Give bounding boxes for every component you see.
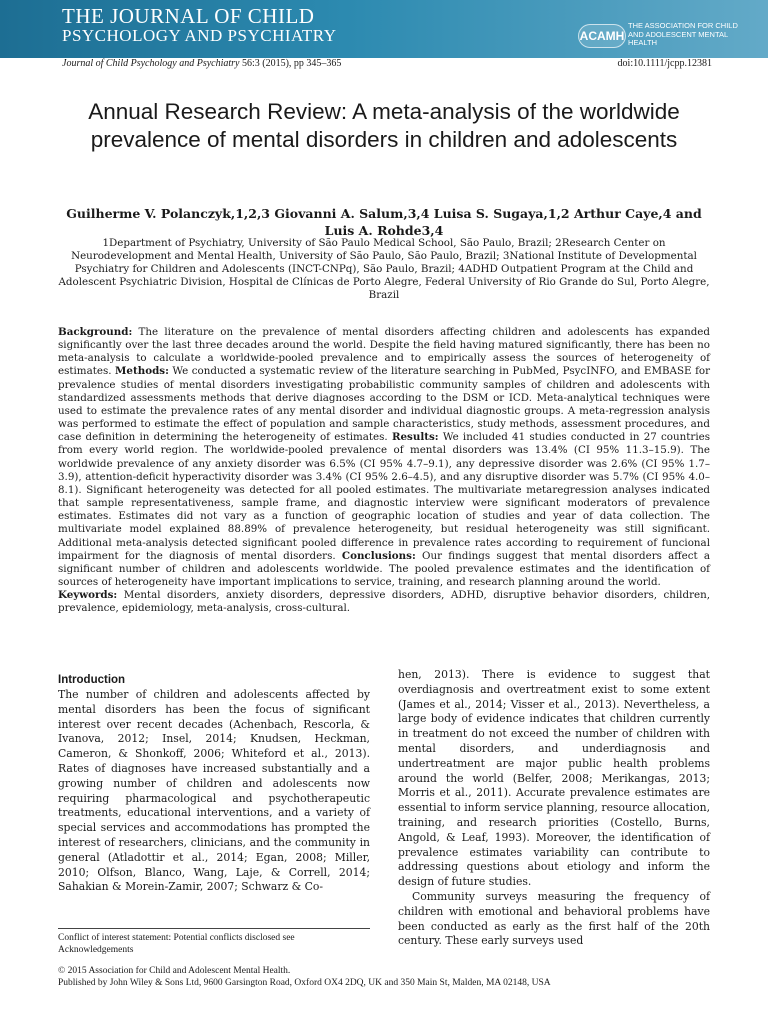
volume-pages: 56:3 (2015), pp 345–365 <box>239 58 342 69</box>
journal-banner <box>0 0 768 58</box>
acamh-logo: ACAMH <box>578 24 626 48</box>
background-label: Background: <box>58 326 133 338</box>
results-text: We included 41 studies conducted in 27 countries from every world region. The worldwide-pooled prevalence of mental disorders was 13.4% (CI 95% 11.3–15.9). The worldwide prevalence of any anxiety disorder was 6.5% (CI 95% 4.7–9.1), any depressive disorder was 2.6% (CI 95% 1.7–3.9), attention-deficit hyperactivity disorder was 3.4% (CI 95% 2.6–4.5), and any disruptive disorder was 5.7% (CI 95% 4.0–8.1). Significant heterogeneity was detected for all pooled estimates. The multivariate metaregression analyses indicated that sample representativeness, sample frame, and diagnostic interview were significant moderators of prevalence estimates. Estimates did not vary as a function of geographic location of studies and year of data collection. The multivariate model explained 88.89% of prevalence heterogeneity, but residual heterogeneity was still significant. Additional meta-analysis detected significant pooled difference in prevalence rates according to requirement of funcional impairment for the diagnosis of mental disorders. <box>58 431 710 562</box>
publisher-footer <box>58 965 718 989</box>
intro-paragraph-3: Community surveys measuring the frequency of children with emotional and behavioral problems have been conducted as early as the first half of the 20th century. These early surveys used <box>398 889 710 948</box>
copyright-line: © 2015 Association for Child and Adolescent Mental Health. <box>58 966 291 976</box>
journal-logo-line1: THE JOURNAL OF CHILD <box>62 4 315 28</box>
publisher-line: Published by John Wiley & Sons Ltd, 9600 Garsington Road, Oxford OX4 2DQ, UK and 350 Main St, Malden, MA 02148, USA <box>58 978 551 988</box>
affiliations: 1Department of Psychiatry, University of São Paulo Medical School, São Paulo, Brazil; 2Research Center on Neurodevelopment and Mental Health, University of São Paulo, São Paulo, Brazil; 3National Institute of Developmental Psychiatry for Children and Adolescents (INCT-CNPq), São Paulo, Brazil; 4ADHD Outpatient Program at the Child and Adolescent Psychiatric Division, Hospital de Clínicas de Porto Alegre, Federal University of Rio Grande do Sul, Porto Alegre, Brazil <box>58 237 710 301</box>
keywords-text: Mental disorders, anxiety disorders, depressive disorders, ADHD, disruptive behavior disorders, children, prevalence, epidemiology, meta-analysis, cross-cultural. <box>58 589 710 615</box>
journal-logo <box>62 6 336 46</box>
article-title: Annual Research Review: A meta-analysis of the worldwide prevalence of mental disorders in children and adolescents <box>88 99 680 152</box>
conclusions-text: Our findings suggest that mental disorders affect a significant number of children and adolescents worldwide. The pooled prevalence estimates and the identification of sources of heterogeneity have important implications to service, training, and research planning around the world. <box>58 549 710 588</box>
abstract <box>58 326 710 615</box>
author-line-2: Luis A. Rohde3,4 <box>324 223 444 238</box>
methods-text: We conducted a systematic review of the literature searching in PubMed, PsycINFO, and EMBASE for prevalence studies of mental disorders investigating probabilistic community samples of children and adolescents with standardized assessments methods that derive diagnoses according to the DSM or ICD. Meta-analytical techniques were used to estimate the prevalence rates of any mental disorder and individual diagnostic groups. A meta-regression analysis was performed to estimate the effect of population and sample characteristics, study methods, assessment procedures, and case definition in determining the heterogeneity of estimates. <box>58 365 711 444</box>
footnote-line-2: Acknowledgements <box>58 945 134 955</box>
conclusions-label: Conclusions: <box>341 549 416 562</box>
introduction-heading: Introduction <box>58 674 126 686</box>
results-label: Results: <box>391 431 439 444</box>
intro-paragraph-1: The number of children and adolescents affected by mental disorders has been the focus of significant interest over recent decades (Achenbach, Rescorla, & Ivanova, 2012; Insel, 2014; Knudsen, Heckman, Cameron, & Shonkoff, 2006; Whiteford et al., 2013). Rates of diagnoses have increased substantially and a growing number of children and adolescents now requiring pharmacological and psychotherapeutic treatments, educational interventions, and a variety of special services and accommodations has prompted the interest of researchers, clinicians, and the community in general (Atladottir et al., 2014; Egan, 2008; Miller, 2010; Olfson, Blanco, Wang, Laje, & Correll, 2014; Sahakian & Morein-Zamir, 2007; Schwarz & Co- <box>58 688 370 894</box>
conflict-footnote <box>58 928 370 956</box>
author-list <box>40 205 728 239</box>
background-text: The literature on the prevalence of mental disorders affecting children and adolescents has expanded significantly over the last three decades around the world. Despite the field having matured significantly, there has been no meta-analysis to calculate a worldwide-pooled prevalence and to empirically assess the sources of heterogeneity of estimates. <box>58 326 710 378</box>
methods-label: Methods: <box>115 365 169 378</box>
right-column <box>398 668 710 949</box>
intro-paragraph-2: hen, 2013). There is evidence to suggest that overdiagnosis and overtreatment exist to some extent (James et al., 2014; Visser et al., 2013). Nevertheless, a large body of evidence indicates that children currently in treatment do not exceed the number of children with mental disorders, and underdiagnosis and undertreatment are major public health problems around the world (Belfer, 2008; Merikangas, 2013; Morris et al., 2011). Accurate prevalence estimates are essential to inform service planning, resource allocation, training, and research priorities (Costello, Burns, Angold, & Leaf, 1993). Moreover, the identification of prevalence estimates variability can contribute to addressing questions about etiology and inform the design of future studies. <box>398 668 710 889</box>
keywords-label: Keywords: <box>58 589 118 602</box>
footnote-line-1: Conflict of interest statement: Potential conflicts disclosed see <box>58 933 295 943</box>
acamh-logo-text: THE ASSOCIATION FOR CHILD AND ADOLESCENT MENTAL HEALTH <box>628 21 738 47</box>
journal-logo-line2: PSYCHOLOGY AND PSYCHIATRY <box>62 26 337 45</box>
citation-line <box>62 58 712 69</box>
doi-link[interactable]: doi:10.1111/jcpp.12381 <box>617 58 712 69</box>
left-column <box>58 674 370 895</box>
author-line-1: Guilherme V. Polanczyk,1,2,3 Giovanni A. Salum,3,4 Luisa S. Sugaya,1,2 Arthur Caye,4 and <box>66 206 702 221</box>
journal-reference: Journal of Child Psychology and Psychiatry <box>62 58 240 69</box>
